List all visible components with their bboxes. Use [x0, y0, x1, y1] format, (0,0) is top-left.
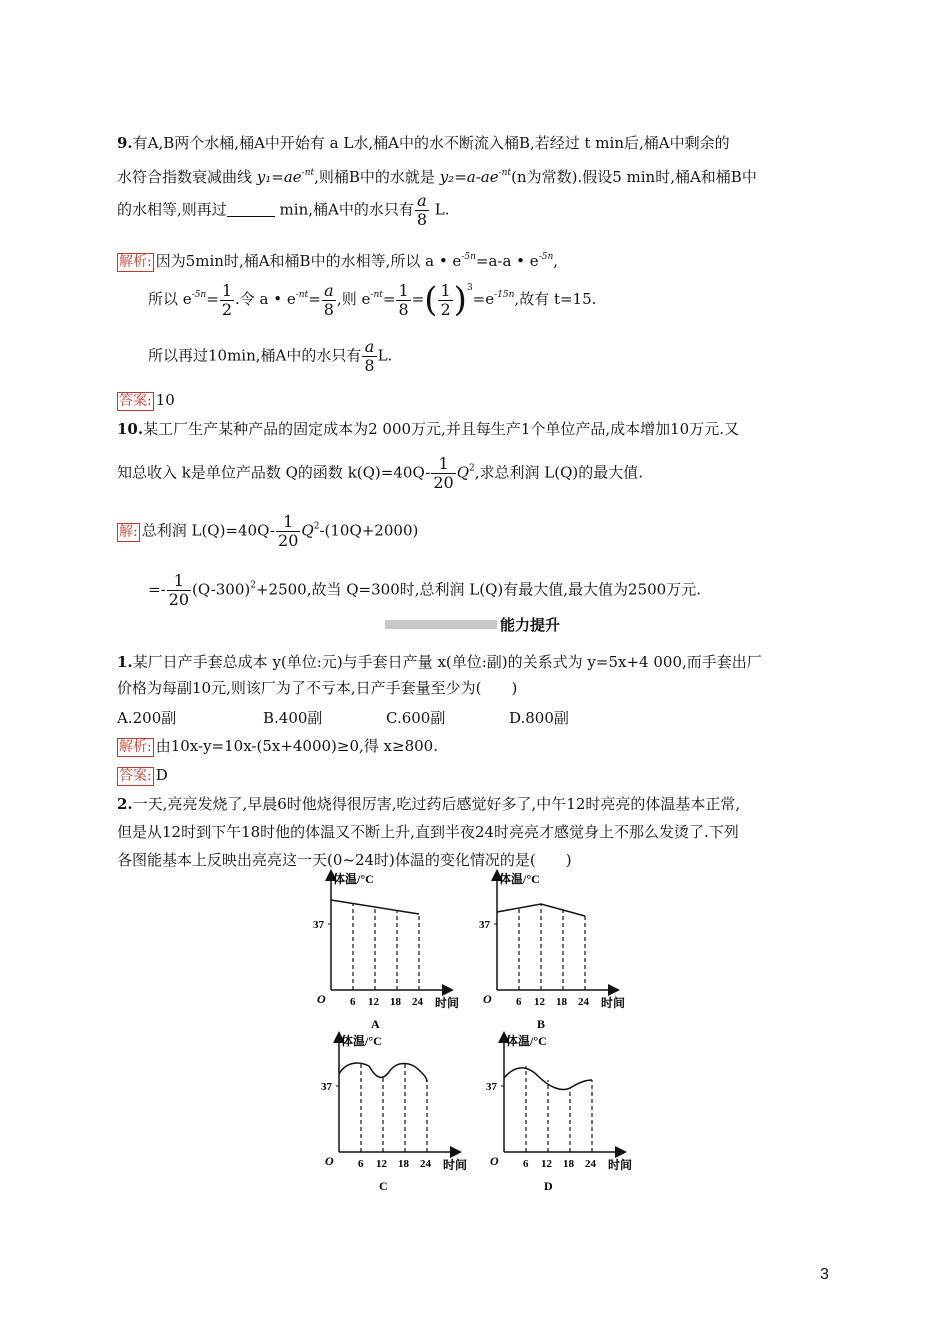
y-tick-label: 37 — [479, 919, 490, 931]
q1-answer: 答案: D — [119, 766, 168, 784]
q9-answer: 答案: 10 — [119, 391, 175, 409]
answer-tag: 答案: — [119, 393, 152, 409]
x-tick-label: 18 — [398, 1158, 409, 1170]
q1-option-c: C.600副 — [386, 709, 446, 727]
chart-panel-C — [321, 1033, 467, 1193]
q1-option-d: D.800副 — [509, 709, 569, 727]
fraction: $\frac{1}{20}$ — [433, 454, 454, 492]
analysis-tag: 解析: — [119, 739, 152, 755]
panel-label: C — [379, 1179, 388, 1193]
page-number: 3 — [820, 1266, 829, 1283]
q1-analysis: 解析: 由10x-y=10x-(5x+4000)≥0,得 x≥800. — [119, 737, 438, 755]
x-tick-label: 6 — [523, 1158, 529, 1170]
q10-line1: 10.某工厂生产某种产品的固定成本为2 000万元,并且每生产1个单位产品,成本增加10万元.又 — [117, 420, 739, 438]
x-tick-label: 6 — [350, 996, 356, 1008]
y-tick-label: 37 — [321, 1081, 332, 1093]
analysis-tag: 解析: — [119, 254, 152, 270]
panel-label: B — [537, 1017, 546, 1031]
fraction: $\frac{1}{8}$ — [398, 280, 409, 319]
q9-analysis-line3: 所以再过10min,桶A中的水只有 $\frac{a}{8}$ L. — [148, 337, 393, 375]
fraction: $\frac{1}{20}$ — [168, 571, 189, 609]
chart-panel-A — [313, 871, 459, 1031]
x-tick-label: 6 — [358, 1158, 364, 1170]
chart-panel-B — [479, 871, 625, 1031]
origin-label: O — [490, 1154, 499, 1168]
section-title: 能力提升 — [500, 616, 561, 634]
y-axis-label: 体温/°C — [499, 872, 540, 886]
panel-label: A — [371, 1017, 380, 1031]
x-tick-label: 24 — [420, 1158, 431, 1170]
chart-panel-D — [486, 1033, 632, 1193]
q2-line1: 2.一天,亮亮发烧了,早晨6时他烧得很厉害,吃过药后感觉好多了,中午12时亮亮的体温基本正常, — [117, 795, 741, 813]
q9-line1: 9.有A,B两个水桶,桶A中开始有 a L水,桶A中的水不断流入桶B,若经过 t min后,桶A中剩余的 — [117, 134, 730, 152]
fraction: $\frac{1}{20}$ — [278, 512, 299, 550]
x-axis-label: 时间 — [443, 1158, 468, 1172]
answer-tag: 答案: — [119, 768, 152, 784]
x-tick-label: 24 — [412, 996, 423, 1008]
q2-line3: 各图能基本上反映出亮亮这一天(0~24时)体温的变化情况的是( ) — [117, 851, 572, 869]
q9-line3: 的水相等,则再过 min,桶A中的水只有 $\frac{a}{8}$ L. — [117, 191, 450, 229]
fraction: $\frac{a}{8}$ — [416, 191, 428, 229]
q10-solution-line1: 解: 总利润 L(Q)=40Q- $\frac{1}{20}$ $Q^2-(10Q+2000)$ — [119, 512, 419, 550]
y-axis-label: 体温/°C — [506, 1034, 547, 1048]
x-axis-label: 时间 — [608, 1158, 633, 1172]
q2-line2: 但是从12时到下午18时他的体温又不断上升,直到半夜24时亮亮才感觉身上不那么发烫了.下列 — [117, 823, 739, 841]
origin-label: O — [317, 992, 326, 1006]
fraction: $\frac{a}{8}$ — [323, 280, 334, 319]
q9-analysis-line2: 所以 $e^{-5n}=$ $\frac{1}{2}$ .令 a • $e^{-nt}=$ $\frac{a}{8}$ ,则 $e^{-nt}=$ $\frac{1}{8}$ =( $\frac{1}{2}$ )$^3=e^{-15n}$,故有 t=15. — [148, 280, 597, 320]
x-tick-label: 12 — [534, 996, 545, 1008]
x-tick-label: 6 — [516, 996, 522, 1008]
q10-line2: 知总收入 k是单位产品数 Q的函数 k(Q)=40Q- $\frac{1}{20}$ $Q^2$,求总利润 L(Q)的最大值. — [117, 454, 644, 492]
q1-option-b: B.400副 — [263, 709, 323, 727]
y-tick-label: 37 — [486, 1081, 497, 1093]
q10-solution-line2: =- $\frac{1}{20}$ $(Q-300)^2+2500$,故当 Q=300时,总利润 L(Q)有最大值,最大值为2500万元. — [148, 571, 701, 609]
q9-analysis-line1: 解析: 因为5min时,桶A和桶B中的水相等,所以 a • $e^{-5n}=a-a$ • $e^{-5n}$, — [119, 252, 559, 270]
origin-label: O — [483, 992, 492, 1006]
temperature-charts — [300, 868, 645, 1198]
q1-line1: 1.某厂日产手套总成本 y(单位:元)与手套日产量 x(单位:副)的关系式为 y=5x+4 000,而手套出厂 — [117, 653, 762, 671]
x-axis-label: 时间 — [435, 996, 460, 1010]
x-tick-label: 18 — [556, 996, 567, 1008]
x-tick-label: 12 — [368, 996, 379, 1008]
q1-line2: 价格为每副10元,则该厂为了不亏本,日产手套量至少为( ) — [117, 679, 518, 697]
solution-tag: 解: — [119, 523, 138, 540]
fraction: $\frac{1}{2}$ — [440, 280, 451, 319]
y-axis-label: 体温/°C — [333, 872, 374, 886]
origin-label: O — [325, 1154, 334, 1168]
fraction: $\frac{1}{2}$ — [221, 280, 232, 319]
x-tick-label: 18 — [563, 1158, 574, 1170]
answer-blank — [227, 202, 275, 217]
q1-option-a: A.200副 — [117, 709, 177, 727]
panel-label: D — [544, 1179, 553, 1193]
q9-number: 9. — [117, 134, 133, 152]
x-tick-label: 18 — [390, 996, 401, 1008]
y-axis-label: 体温/°C — [341, 1034, 382, 1048]
x-tick-label: 24 — [578, 996, 589, 1008]
x-tick-label: 24 — [585, 1158, 596, 1170]
y-tick-label: 37 — [313, 919, 324, 931]
fraction: $\frac{a}{8}$ — [364, 337, 375, 375]
x-tick-label: 12 — [376, 1158, 387, 1170]
x-tick-label: 12 — [541, 1158, 552, 1170]
x-axis-label: 时间 — [601, 996, 626, 1010]
section-divider-bar — [385, 620, 497, 629]
q9-line2: 水符合指数衰减曲线 $y_1=ae^{-nt}$,则桶B中的水就是 $y_2=a-ae^{-nt}(n$为常数).假设5 min时,桶A和桶B中 — [117, 168, 757, 186]
